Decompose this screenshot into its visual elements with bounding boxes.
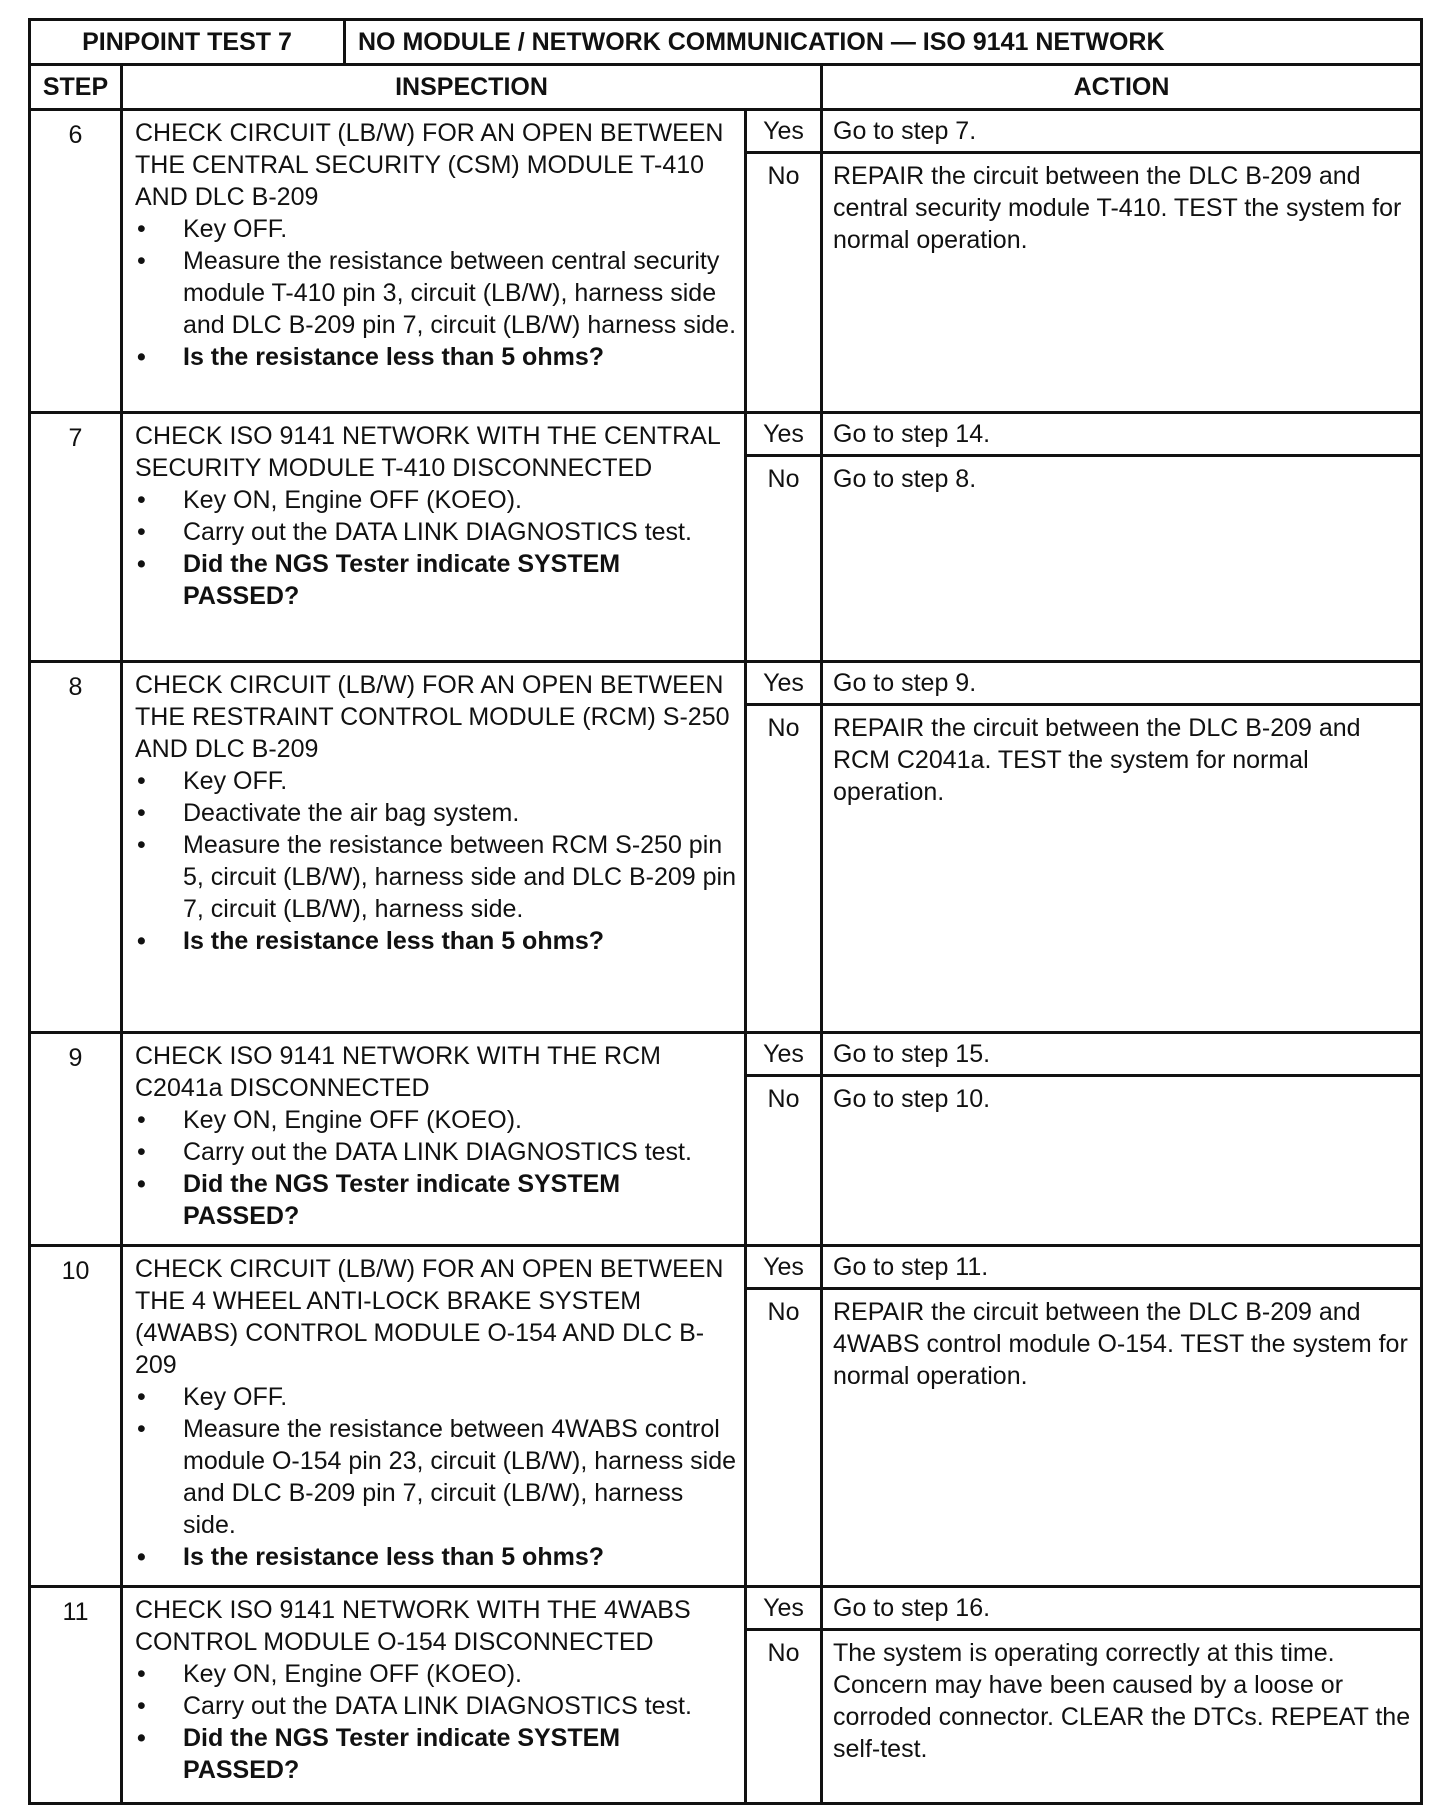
inspection-title: CHECK ISO 9141 NETWORK WITH THE 4WABS CONTROL MODULE O-154 DISCONNECTED [135,1596,691,1656]
inspection-bullet: • Carry out the DATA LINK DIAGNOSTICS test. [135,1136,736,1168]
step-number: 8 [30,662,122,1033]
inspection-bullet: • Key OFF. [135,213,736,245]
inspection-title: CHECK ISO 9141 NETWORK WITH THE CENTRAL SECURITY MODULE T-410 DISCONNECTED [135,422,720,482]
inspection-cell [122,413,746,662]
inspection-column-header: INSPECTION [122,65,822,110]
inspection-bullet: • Key OFF. [135,1381,736,1413]
inspection-question: • Did the NGS Tester indicate SYSTEM PASSED? [135,548,736,612]
yes-label: Yes [746,1246,822,1289]
yes-label: Yes [746,662,822,705]
inspection-bullets [135,1381,736,1573]
pinpoint-test-document [28,18,1420,1784]
step-row [30,110,1422,153]
inspection-bullet: • Key ON, Engine OFF (KOEO). [135,1658,736,1690]
step-number: 6 [30,110,122,413]
title-row [30,20,1422,65]
test-description: NO MODULE / NETWORK COMMUNICATION — ISO 9141 NETWORK [358,28,1165,56]
inspection-question: • Did the NGS Tester indicate SYSTEM PASSED? [135,1168,736,1232]
inspection-cell [122,1246,746,1587]
no-label: No [746,705,822,1033]
step-row [30,413,1422,456]
yes-action: Go to step 14. [822,413,1422,456]
yes-action: Go to step 7. [822,110,1422,153]
inspection-bullet: • Key ON, Engine OFF (KOEO). [135,1104,736,1136]
inspection-bullets [135,484,736,612]
inspection-bullet: • Key ON, Engine OFF (KOEO). [135,484,736,516]
yes-label: Yes [746,1587,822,1630]
no-action: REPAIR the circuit between the DLC B-209 and RCM C2041a. TEST the system for normal operation. [822,705,1422,1033]
inspection-question: • Is the resistance less than 5 ohms? [135,1541,736,1573]
inspection-bullet: • Measure the resistance between RCM S-250 pin 5, circuit (LB/W), harness side and DLC B-209 pin 7, circuit (LB/W), harness side. [135,829,736,925]
inspection-bullet: • Carry out the DATA LINK DIAGNOSTICS test. [135,1690,736,1722]
yes-label: Yes [746,1033,822,1076]
no-label: No [746,1630,822,1804]
no-label: No [746,153,822,413]
inspection-title: CHECK CIRCUIT (LB/W) FOR AN OPEN BETWEEN THE CENTRAL SECURITY (CSM) MODULE T-410 AND DLC B-209 [135,119,724,211]
step-row [30,1246,1422,1289]
test-title: PINPOINT TEST 7 [31,21,346,63]
inspection-question: • Did the NGS Tester indicate SYSTEM PASSED? [135,1722,736,1786]
inspection-cell [122,1587,746,1804]
inspection-cell [122,1033,746,1246]
inspection-bullets [135,213,736,373]
no-action: Go to step 10. [822,1076,1422,1246]
step-number: 11 [30,1587,122,1804]
inspection-bullet: • Carry out the DATA LINK DIAGNOSTICS test. [135,516,736,548]
inspection-bullets [135,1658,736,1786]
inspection-question: • Is the resistance less than 5 ohms? [135,925,736,957]
step-number: 9 [30,1033,122,1246]
step-row [30,662,1422,705]
inspection-title: CHECK CIRCUIT (LB/W) FOR AN OPEN BETWEEN THE 4 WHEEL ANTI-LOCK BRAKE SYSTEM (4WABS) CONTROL MODULE O-154 AND DLC B-209 [135,1255,724,1379]
no-action: The system is operating correctly at this time. Concern may have been caused by a loose or corroded connector. CLEAR the DTCs. REPEAT the self-test. [822,1630,1422,1804]
inspection-bullets [135,1104,736,1232]
yes-action: Go to step 16. [822,1587,1422,1630]
no-action: REPAIR the circuit between the DLC B-209 and 4WABS control module O-154. TEST the system for normal operation. [822,1289,1422,1587]
action-column-header: ACTION [822,65,1422,110]
inspection-question: • Is the resistance less than 5 ohms? [135,341,736,373]
inspection-cell [122,110,746,413]
no-action: Go to step 8. [822,456,1422,662]
yes-action: Go to step 15. [822,1033,1422,1076]
yes-label: Yes [746,413,822,456]
step-row [30,1033,1422,1076]
inspection-bullets [135,765,736,957]
yes-action: Go to step 11. [822,1246,1422,1289]
inspection-title: CHECK ISO 9141 NETWORK WITH THE RCM C2041a DISCONNECTED [135,1042,661,1102]
inspection-bullet: • Measure the resistance between 4WABS control module O-154 pin 23, circuit (LB/W), harness side and DLC B-209 pin 7, circuit (LB/W), harness side. [135,1413,736,1541]
pinpoint-test-table [28,18,1423,1805]
no-action: REPAIR the circuit between the DLC B-209 and central security module T-410. TEST the system for normal operation. [822,153,1422,413]
step-row [30,1587,1422,1630]
inspection-bullet: • Measure the resistance between central security module T-410 pin 3, circuit (LB/W), harness side and DLC B-209 pin 7, circuit (LB/W) harness side. [135,245,736,341]
inspection-title: CHECK CIRCUIT (LB/W) FOR AN OPEN BETWEEN THE RESTRAINT CONTROL MODULE (RCM) S-250 AND DLC B-209 [135,671,730,763]
no-label: No [746,456,822,662]
inspection-bullet: • Key OFF. [135,765,736,797]
step-column-header: STEP [30,65,122,110]
column-header-row [30,65,1422,110]
inspection-bullet: • Deactivate the air bag system. [135,797,736,829]
no-label: No [746,1076,822,1246]
step-number: 7 [30,413,122,662]
yes-action: Go to step 9. [822,662,1422,705]
step-number: 10 [30,1246,122,1587]
yes-label: Yes [746,110,822,153]
inspection-cell [122,662,746,1033]
no-label: No [746,1289,822,1587]
